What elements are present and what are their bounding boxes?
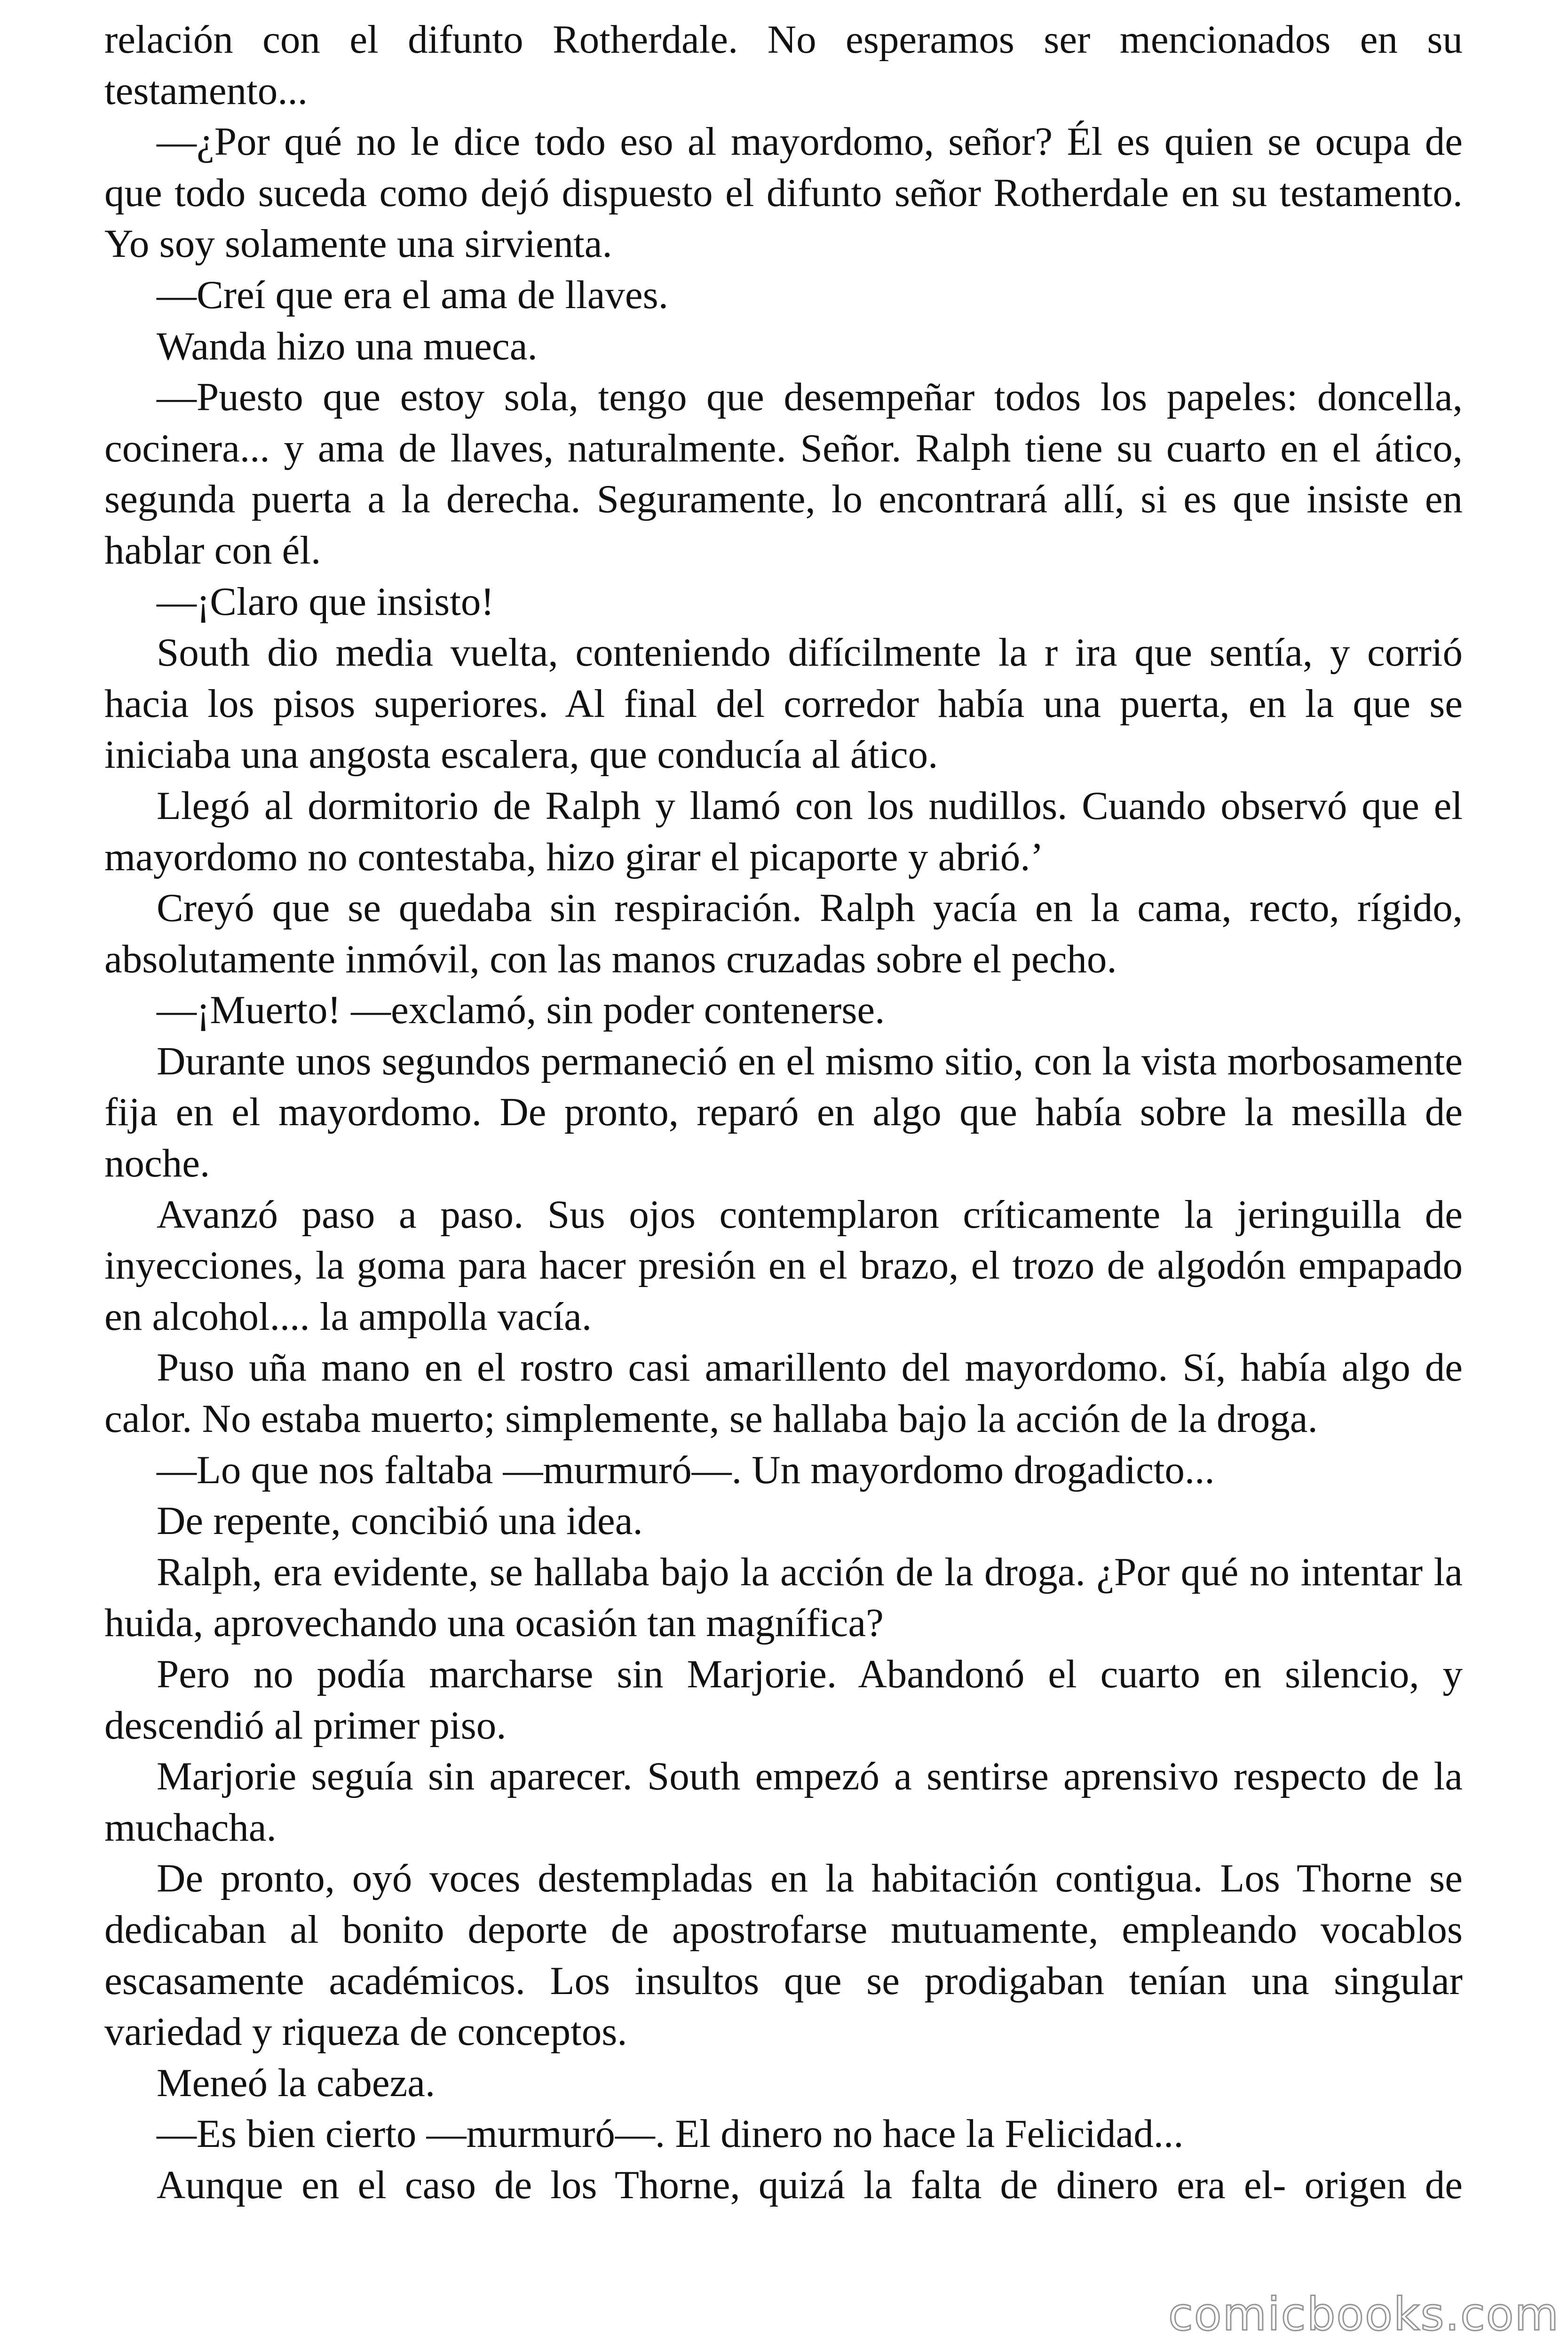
paragraph-5: —Puesto que estoy sola, tengo que desempeñar todos los papeles: doncella, cocinera... y ama de llaves, naturalmente. Señor. Ralph tiene su cuarto en el ático, segunda puerta a la derecha. Seguramente, lo encontrará allí, si es que insiste en hablar con él.	[104, 375, 1463, 572]
paragraph-6: —¡Claro que insisto!	[157, 579, 494, 624]
paragraph-13: Puso uña mano en el rostro casi amarillento del mayordomo. Sí, había algo de calor. No estaba muerto; simplemente, se hallaba bajo la acción de la droga.	[104, 1345, 1463, 1441]
paragraph-17: Pero no podía marcharse sin Marjorie. Abandonó el cuarto en silencio, y descendió al primer piso.	[104, 1652, 1463, 1748]
paragraph-11: Durante unos segundos permaneció en el mismo sitio, con la vista morbosamente fija en el mayordomo. De pronto, reparó en algo que había sobre la mesilla de noche.	[104, 1039, 1463, 1186]
watermark-logo: comicbooks.com	[1168, 2288, 1560, 2341]
paragraph-12: Avanzó paso a paso. Sus ojos contemplaron críticamente la jeringuilla de inyecciones, la goma para hacer presión en el brazo, el trozo de algodón empapado en alcohol.... la ampolla vacía.	[104, 1192, 1463, 1339]
paragraph-20: Meneó la cabeza.	[157, 2060, 436, 2105]
paragraph-8: Llegó al dormitorio de Ralph y llamó con los nudillos. Cuando observó que el mayordomo no contestaba, hizo girar el picaporte y abrió.’	[104, 783, 1463, 879]
paragraph-10: —¡Muerto! —exclamó, sin poder contenerse.	[157, 988, 885, 1033]
paragraph-2: —¿Por qué no le dice todo eso al mayordomo, señor? Él es quien se ocupa de que todo suceda como dejó dispuesto el difunto señor Rotherdale en su testamento. Yo soy solamente una sirvienta.	[104, 119, 1463, 266]
paragraph-1: relación con el difunto Rotherdale. No esperamos ser mencionados en su testamento...	[104, 17, 1463, 113]
paragraph-9: Creyó que se quedaba sin respiración. Ralph yacía en la cama, recto, rígido, absolutamente inmóvil, con las manos cruzadas sobre el pecho.	[104, 886, 1463, 981]
paragraph-16: Ralph, era evidente, se hallaba bajo la acción de la droga. ¿Por qué no intentar la huida, aprovechando una ocasión tan magnífica?	[104, 1549, 1463, 1645]
paragraph-4: Wanda hizo una mueca.	[157, 324, 538, 368]
paragraph-22: Aunque en el caso de los Thorne, quizá la falta de dinero era el- origen de	[157, 2162, 1463, 2207]
paragraph-7: South dio media vuelta, conteniendo difícilmente la r ira que sentía, y corrió hacia los pisos superiores. Al final del corredor había una puerta, en la que se iniciaba una angosta escalera, que conducía al ático.	[104, 630, 1463, 777]
paragraph-14: —Lo que nos faltaba —murmuró—. Un mayordomo drogadicto...	[157, 1447, 1215, 1492]
book-page	[104, 14, 1463, 2211]
paragraph-15: De repente, concibió una idea.	[157, 1499, 643, 1543]
paragraph-3: —Creí que era el ama de llaves.	[157, 272, 668, 317]
paragraph-21: —Es bien cierto —murmuró—. El dinero no hace la Felicidad...	[157, 2112, 1184, 2156]
paragraph-19: De pronto, oyó voces destempladas en la habitación contigua. Los Thorne se dedicaban al bonito deporte de apostrofarse mutuamente, empleando vocablos escasamente académicos. Los insultos que se prodigaban tenían una singular variedad y riqueza de conceptos.	[104, 1856, 1463, 2054]
paragraph-18: Marjorie seguía sin aparecer. South empezó a sentirse aprensivo respecto de la muchacha.	[104, 1754, 1463, 1850]
